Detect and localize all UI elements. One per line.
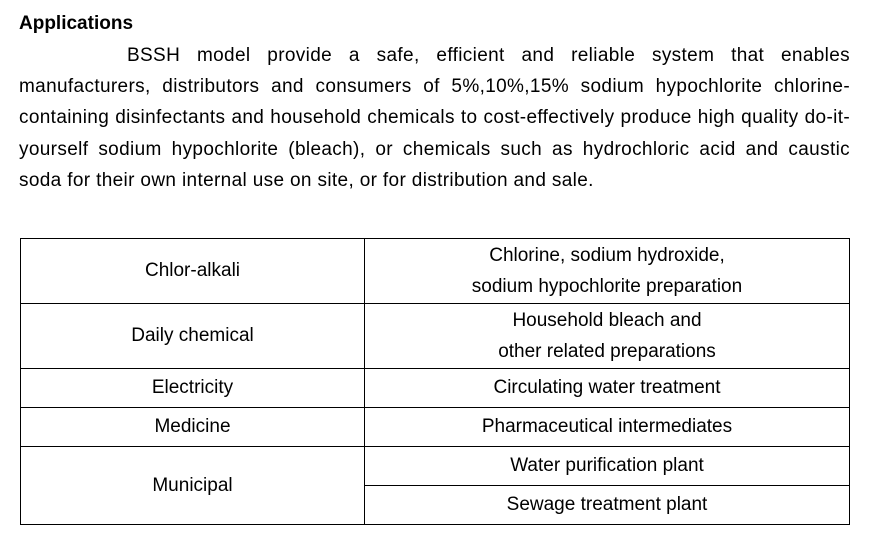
table-row: [21, 447, 850, 486]
use-cell: [365, 239, 850, 304]
use-cell: Circulating water treatment: [365, 369, 850, 408]
use-cell: [365, 304, 850, 369]
use-cell: Sewage treatment plant: [365, 486, 850, 525]
field-cell: Daily chemical: [21, 304, 365, 369]
use-line: Household bleach and: [512, 310, 702, 331]
section-heading: Applications: [19, 13, 134, 34]
use-line: sodium hypochlorite preparation: [471, 276, 743, 297]
intro-paragraph: BSSH model provide a safe, efficient and reliable system that enables manufacturers, distributors and consumers of 5%,10%,15% sodium hypochlorite chlorine-containing disinfectants and household chemicals to cost-effectively produce high quality do-it-yourself sodium hypochlorite (bleach), or chemicals such as hydrochloric acid and caustic soda for their own internal use on site, or for distribution and sale.: [19, 45, 850, 191]
table-row: [21, 369, 850, 408]
table-row: [21, 304, 850, 369]
use-line: other related preparations: [498, 341, 716, 362]
use-line: Chlorine, sodium hydroxide,: [489, 245, 725, 266]
table-row: [21, 239, 850, 304]
applications-table: [20, 238, 850, 525]
field-cell: Medicine: [21, 408, 365, 447]
field-cell: Electricity: [21, 369, 365, 408]
table-row: [21, 408, 850, 447]
field-cell: Municipal: [21, 447, 365, 525]
use-cell: Water purification plant: [365, 447, 850, 486]
use-cell: Pharmaceutical intermediates: [365, 408, 850, 447]
field-cell: Chlor-alkali: [21, 239, 365, 304]
